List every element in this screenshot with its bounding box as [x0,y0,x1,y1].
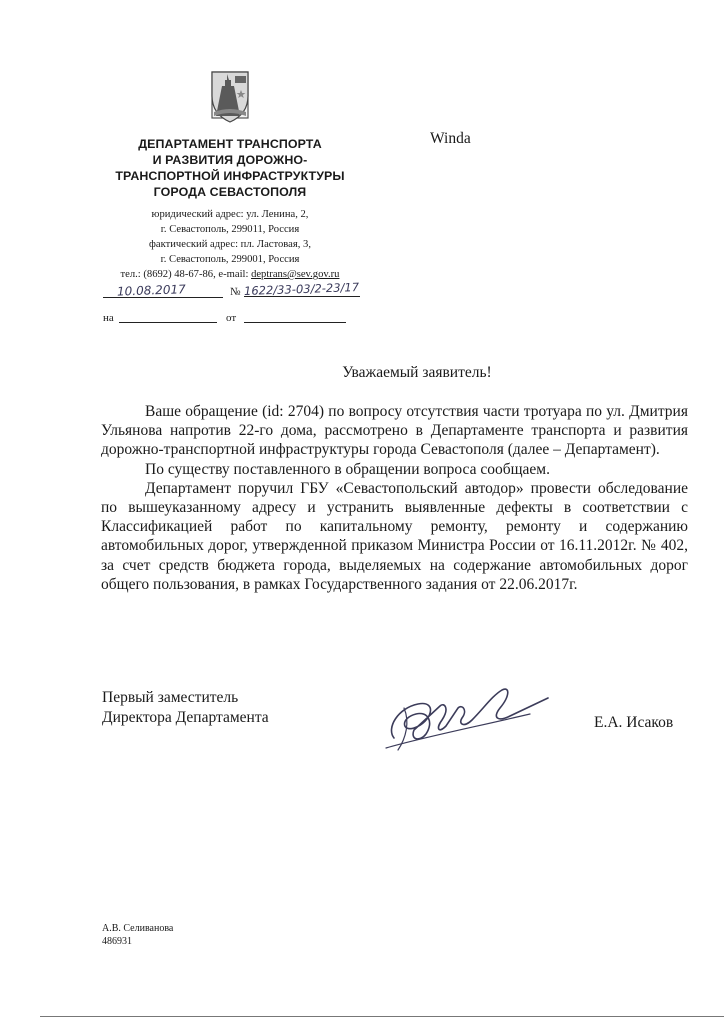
coat-of-arms-icon [208,66,254,124]
handwritten-signature [380,678,560,758]
contacts-prefix: тел.: (8692) 48-67-86, e-mail: [120,269,252,280]
position-line-1: Первый заместитель [102,689,239,706]
ot-label: от [226,312,237,324]
reg-date-field [103,283,223,298]
reg-number: 1622/33-03/2-23/17 [243,280,360,299]
reg-number-sign: № [230,286,241,298]
ot-underline [244,322,346,323]
address-line-3: фактический адрес: пл. Ластовая, 3, [149,239,311,250]
position-line-2: Директора Департамента [102,709,269,726]
department-line-2: И РАЗВИТИЯ ДОРОЖНО- [152,153,308,167]
signatory-position [102,688,269,728]
reg-number-field [244,282,360,297]
executor-name: А.В. Селиванова [102,923,174,934]
address-line-4: г. Севастополь, 299001, Россия [160,254,300,265]
executor-info [102,922,173,948]
department-address [95,207,365,282]
na-underline [119,322,217,323]
department-line-4: ГОРОДА СЕВАСТОПОЛЯ [153,185,307,199]
department-line-1: ДЕПАРТАМЕНТ ТРАНСПОРТА [138,137,322,151]
department-line-3: ТРАНСПОРТНОЙ ИНФРАСТРУКТУРЫ [115,169,345,183]
na-label: на [103,312,114,324]
address-line-2: г. Севастополь, 299011, Россия [160,224,300,235]
body-paragraph-2: По существу поставленного в обращении вопроса сообщаем. [145,460,550,478]
body-paragraph-3: Департамент поручил ГБУ «Севастопольский автодор» провести обследование по вышеуказанному адресу и устранить выявленные дефекты в соответствии с Классификацией работ по капитальному ремонту, ремонту и содержанию автомобильных дорог, утвержденной приказом Министра России от 16.11.2012г. № 402, за счет средств бюджета города, выделяемых на содержание автомобильных дорог общего пользования, в рамках Государственного задания от 22.06.2017г. [101,479,688,593]
body-paragraph-1: Ваше обращение (id: 2704) по вопросу отсутствия части тротуара по ул. Дмитрия Ульянова напротив 22-го дома, рассмотрено в Департаменте транспорта и развития дорожно-транспортной инфраструктуры города Севастополя (далее – Департамент). [101,403,688,459]
executor-phone: 486931 [102,936,132,947]
recipient: Winda [430,130,471,147]
scan-edge-line [40,1016,724,1017]
letter-body [101,402,688,594]
signatory-name: Е.А. Исаков [594,714,674,731]
salutation: Уважаемый заявитель! [342,364,492,381]
department-name [95,136,365,200]
email-link[interactable]: deptrans@sev.gov.ru [251,269,340,280]
address-line-1: юридический адрес: ул. Ленина, 2, [151,209,309,220]
reg-date: 10.08.2017 [116,282,186,299]
contacts-line [95,267,365,282]
